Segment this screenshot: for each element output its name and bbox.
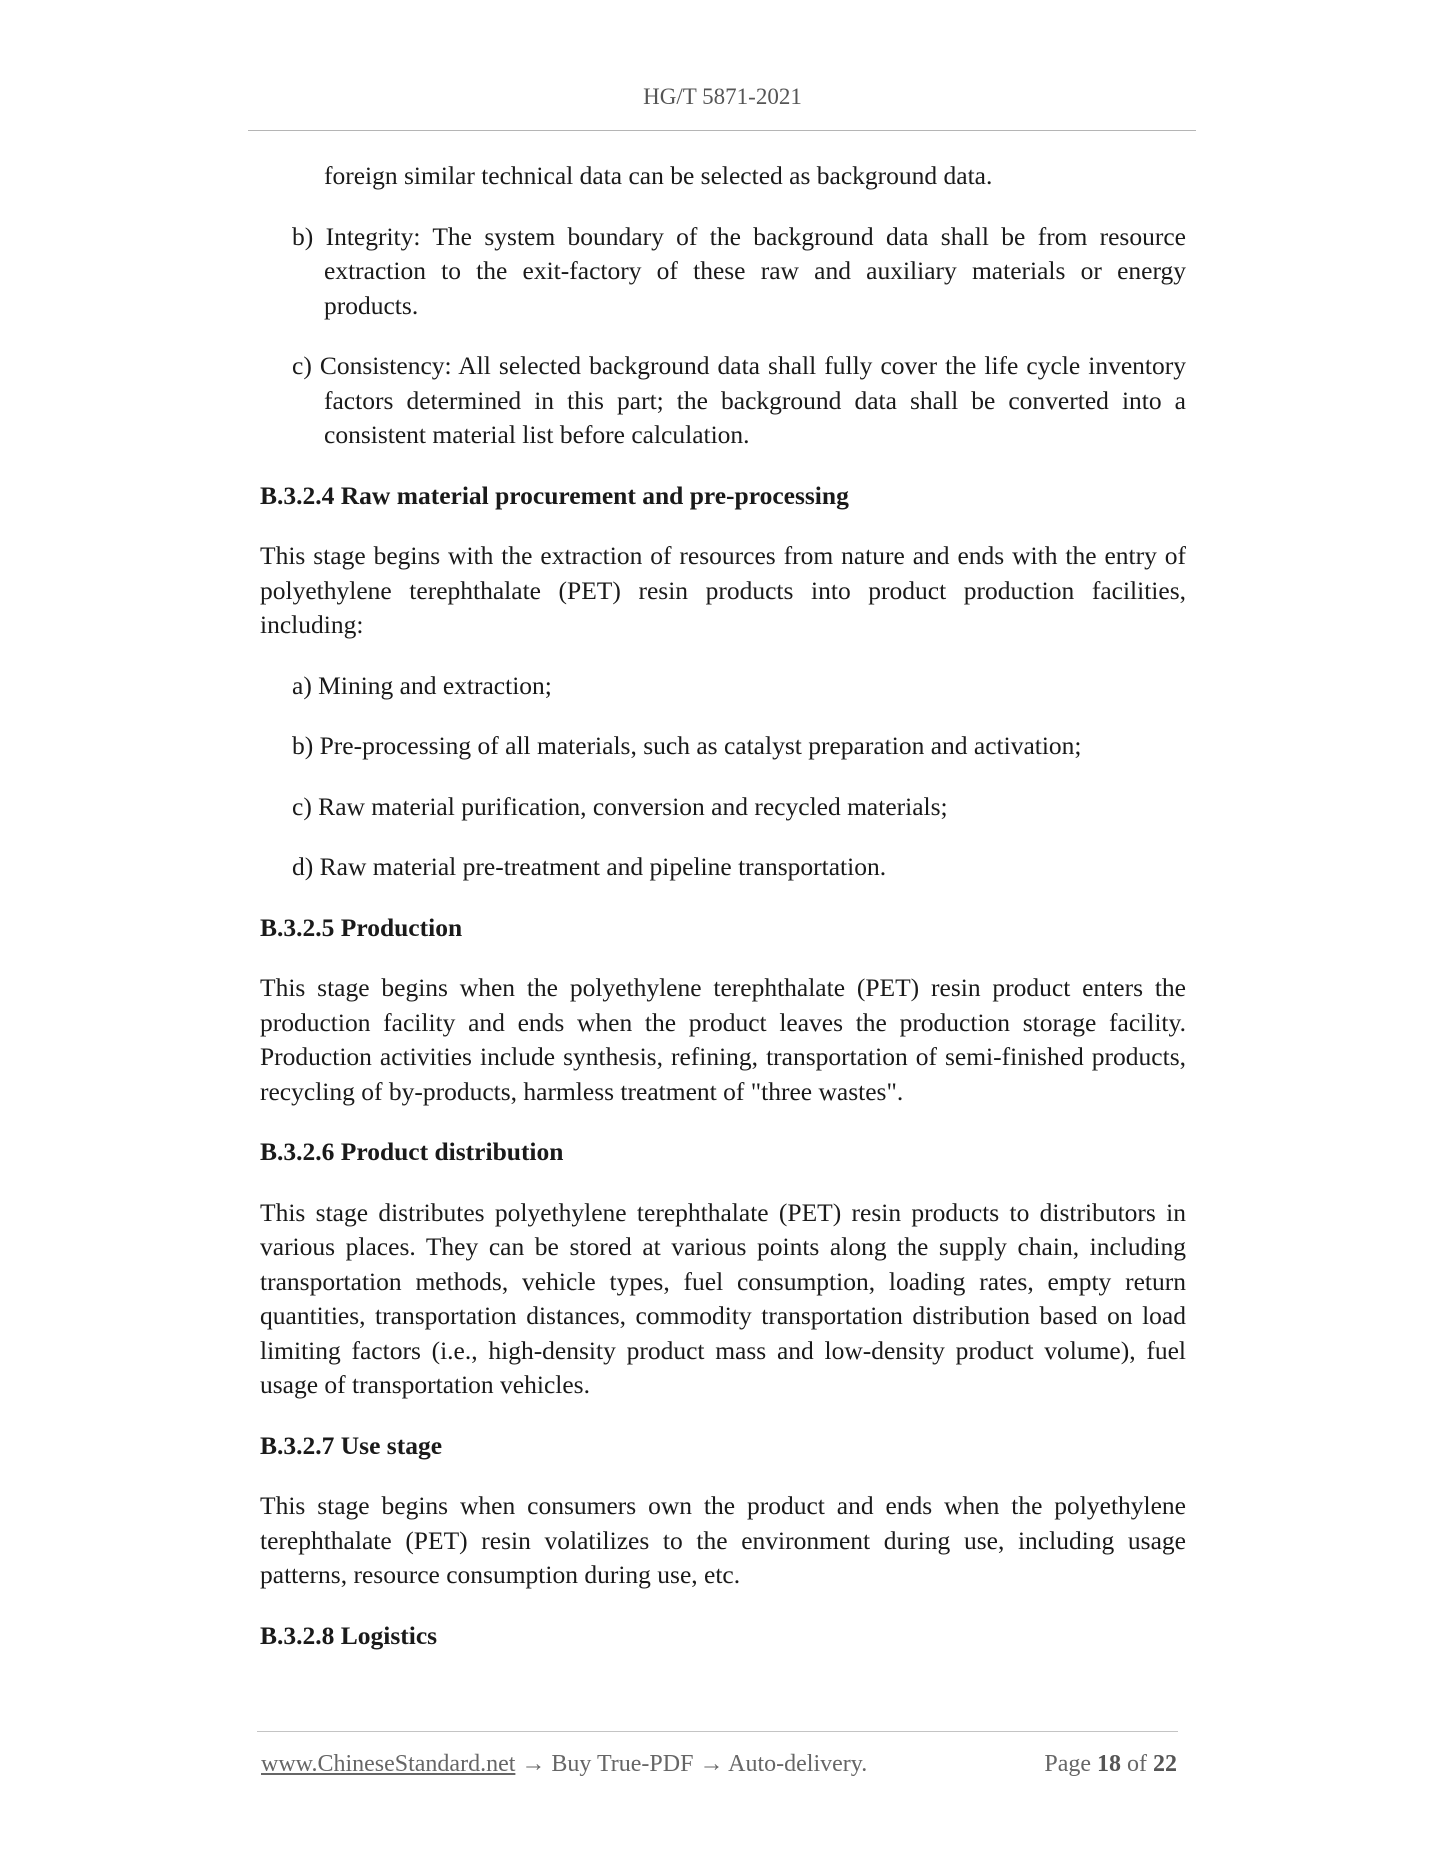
page-number: 18 xyxy=(1097,1751,1121,1777)
continuation-text: foreign similar technical data can be selected as background data. xyxy=(324,161,993,190)
list-item-consistency: c) Consistency: All selected background data shall fully cover the life cycle inventory factors determined in this part; the background data shall be converted into a consistent material list before calculation. xyxy=(292,351,1186,449)
page-content xyxy=(260,159,1186,1679)
of-label: of xyxy=(1127,1751,1147,1777)
list-item: b) Pre-processing of all materials, such as catalyst preparation and activation; xyxy=(292,731,1082,760)
header-divider xyxy=(248,130,1196,131)
page-label: Page xyxy=(1044,1751,1091,1777)
section-paragraph-b327: This stage begins when consumers own the product and ends when the polyethylene terephthalate (PET) resin volatilizes to the environment during use, including usage patterns, resource consumption during use, etc. xyxy=(260,1491,1186,1589)
section-paragraph-b326: This stage distributes polyethylene terephthalate (PET) resin products to distributors in various places. They can be stored at various points along the supply chain, including transportation methods, vehicle types, fuel consumption, loading rates, empty return quantities, transportation distances, commodity transportation distribution based on load limiting factors (i.e., high-density product mass and low-density product volume), fuel usage of transportation vehicles. xyxy=(260,1197,1186,1399)
page-indicator xyxy=(1044,1751,1177,1778)
section-paragraph-b325: This stage begins when the polyethylene terephthalate (PET) resin product enters the production facility and ends when the product leaves the production storage facility. Production activities include synthesis, refining, transportation of semi-finished products, recycling of by-products, harmless treatment of "three wastes". xyxy=(260,973,1186,1106)
arrow-right-icon: → xyxy=(521,1751,546,1777)
section-heading-b325: B.3.2.5 Production xyxy=(260,912,463,942)
section-heading-b326: B.3.2.6 Product distribution xyxy=(260,1137,564,1166)
section-paragraph-b324: This stage begins with the extraction of resources from nature and ends with the entry of polyethylene terephthalate (PET) resin products into product production facilities, including: xyxy=(260,541,1186,639)
list-item: c) Raw material purification, conversion and recycled materials; xyxy=(292,791,948,821)
arrow-right-icon: → xyxy=(699,1751,724,1777)
page-total: 22 xyxy=(1153,1751,1177,1777)
section-heading-b327: B.3.2.7 Use stage xyxy=(260,1430,443,1460)
document-code-header: HG/T 5871-2021 xyxy=(643,84,802,109)
list-item: d) Raw material pre-treatment and pipeline transportation. xyxy=(292,852,887,881)
footer-links xyxy=(261,1751,867,1778)
section-heading-b328: B.3.2.8 Logistics xyxy=(260,1620,438,1650)
section-heading-b324: B.3.2.4 Raw material procurement and pre-processing xyxy=(260,480,849,510)
buy-true-pdf-text: Buy True-PDF xyxy=(551,1751,694,1777)
list-item-integrity: b) Integrity: The system boundary of the background data shall be from resource extraction to the exit-factory of these raw and auxiliary materials or energy products. xyxy=(292,221,1186,320)
list-item: a) Mining and extraction; xyxy=(292,670,552,700)
footer-divider xyxy=(257,1731,1178,1732)
auto-delivery-text: Auto-delivery. xyxy=(728,1751,868,1777)
website-link[interactable]: www.ChineseStandard.net xyxy=(261,1751,516,1777)
